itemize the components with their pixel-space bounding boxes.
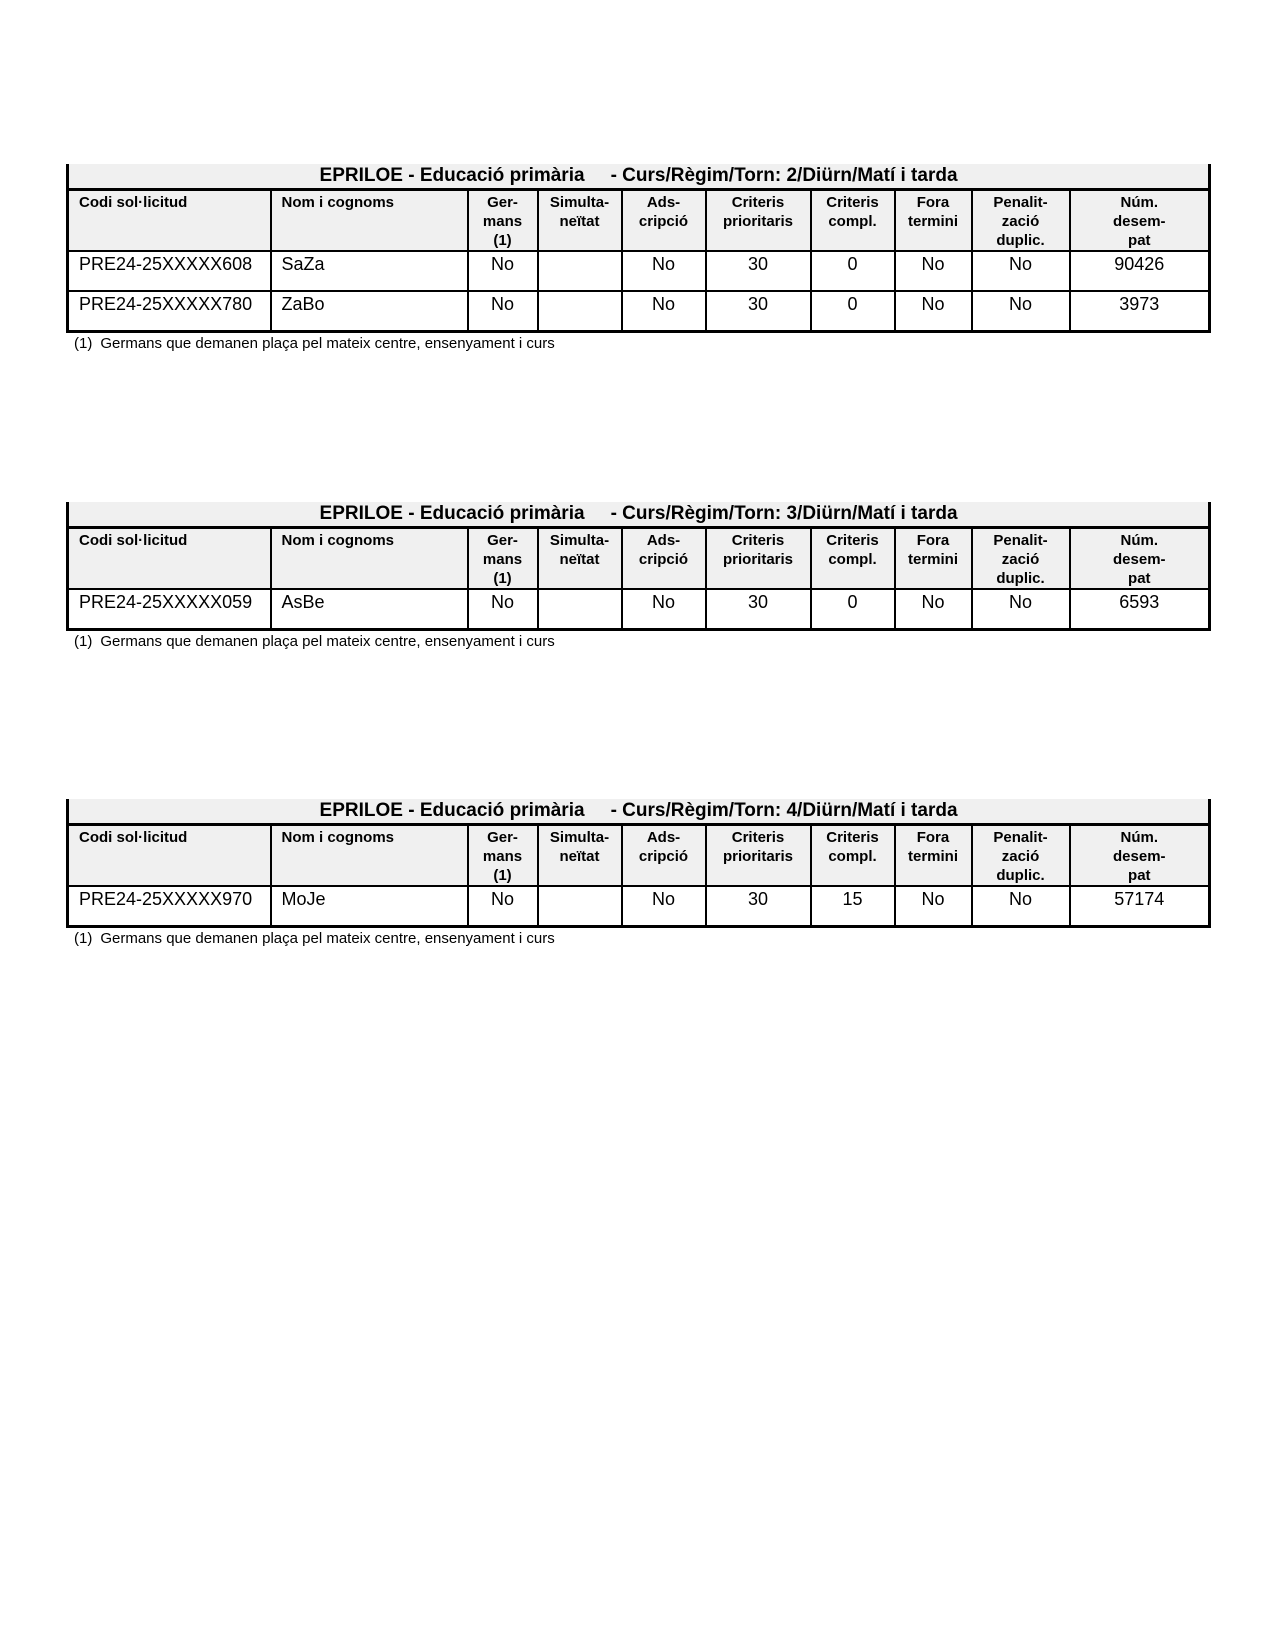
header-desempat: Núm. desem- pat bbox=[1070, 528, 1210, 590]
cell-compl: 0 bbox=[811, 589, 895, 629]
header-nom: Nom i cognoms bbox=[271, 825, 468, 887]
header-simultaneitat: Simulta- neïtat bbox=[538, 528, 622, 590]
cell-prioritaris: 30 bbox=[706, 251, 811, 291]
cell-germans: No bbox=[468, 886, 538, 926]
table-title: EPRILOE - Educació primària - Curs/Règim/Torn: 3/Diürn/Matí i tarda bbox=[68, 502, 1210, 528]
cell-nom: MoJe bbox=[271, 886, 468, 926]
admission-table-curs-2 bbox=[66, 164, 1208, 352]
cell-simultaneitat bbox=[538, 251, 622, 291]
header-prioritaris: Criteris prioritaris bbox=[706, 528, 811, 590]
cell-penalitzacio: No bbox=[972, 251, 1070, 291]
cell-desempat: 6593 bbox=[1070, 589, 1210, 629]
header-penalitzacio: Penalit- zació duplic. bbox=[972, 528, 1070, 590]
header-fora: Fora termini bbox=[895, 190, 972, 252]
header-compl: Criteris compl. bbox=[811, 190, 895, 252]
table-title: EPRILOE - Educació primària - Curs/Règim/Torn: 4/Diürn/Matí i tarda bbox=[68, 799, 1210, 825]
cell-germans: No bbox=[468, 291, 538, 331]
header-desempat: Núm. desem- pat bbox=[1070, 190, 1210, 252]
cell-simultaneitat bbox=[538, 886, 622, 926]
cell-nom: SaZa bbox=[271, 251, 468, 291]
cell-codi: PRE24-25XXXXX780 bbox=[68, 291, 271, 331]
cell-fora: No bbox=[895, 589, 972, 629]
cell-fora: No bbox=[895, 251, 972, 291]
cell-fora: No bbox=[895, 886, 972, 926]
footnote: (1) Germans que demanen plaça pel mateix centre, ensenyament i curs bbox=[74, 334, 555, 352]
header-nom: Nom i cognoms bbox=[271, 190, 468, 252]
cell-fora: No bbox=[895, 291, 972, 331]
header-adscripcio: Ads- cripció bbox=[622, 825, 706, 887]
cell-compl: 0 bbox=[811, 251, 895, 291]
table-row bbox=[68, 886, 1210, 926]
header-fora: Fora termini bbox=[895, 528, 972, 590]
header-desempat: Núm. desem- pat bbox=[1070, 825, 1210, 887]
cell-desempat: 3973 bbox=[1070, 291, 1210, 331]
admission-table-curs-4 bbox=[66, 799, 1208, 947]
header-adscripcio: Ads- cripció bbox=[622, 528, 706, 590]
header-germans: Ger- mans (1) bbox=[468, 825, 538, 887]
admission-table-curs-3 bbox=[66, 502, 1208, 650]
header-prioritaris: Criteris prioritaris bbox=[706, 825, 811, 887]
header-compl: Criteris compl. bbox=[811, 528, 895, 590]
header-nom: Nom i cognoms bbox=[271, 528, 468, 590]
header-adscripcio: Ads- cripció bbox=[622, 190, 706, 252]
header-fora: Fora termini bbox=[895, 825, 972, 887]
header-simultaneitat: Simulta- neïtat bbox=[538, 190, 622, 252]
cell-desempat: 90426 bbox=[1070, 251, 1210, 291]
cell-germans: No bbox=[468, 251, 538, 291]
header-compl: Criteris compl. bbox=[811, 825, 895, 887]
cell-prioritaris: 30 bbox=[706, 886, 811, 926]
table-row bbox=[68, 251, 1210, 291]
table-row bbox=[68, 589, 1210, 629]
header-codi: Codi sol·licitud bbox=[68, 528, 271, 590]
table-row bbox=[68, 291, 1210, 331]
header-penalitzacio: Penalit- zació duplic. bbox=[972, 825, 1070, 887]
cell-germans: No bbox=[468, 589, 538, 629]
header-germans: Ger- mans (1) bbox=[468, 190, 538, 252]
footnote: (1) Germans que demanen plaça pel mateix centre, ensenyament i curs bbox=[74, 929, 555, 947]
cell-penalitzacio: No bbox=[972, 291, 1070, 331]
cell-adscripcio: No bbox=[622, 251, 706, 291]
cell-prioritaris: 30 bbox=[706, 291, 811, 331]
footnote: (1) Germans que demanen plaça pel mateix centre, ensenyament i curs bbox=[74, 632, 555, 650]
cell-compl: 15 bbox=[811, 886, 895, 926]
cell-simultaneitat bbox=[538, 589, 622, 629]
cell-codi: PRE24-25XXXXX970 bbox=[68, 886, 271, 926]
cell-nom: ZaBo bbox=[271, 291, 468, 331]
header-germans: Ger- mans (1) bbox=[468, 528, 538, 590]
cell-codi: PRE24-25XXXXX059 bbox=[68, 589, 271, 629]
cell-adscripcio: No bbox=[622, 886, 706, 926]
header-prioritaris: Criteris prioritaris bbox=[706, 190, 811, 252]
cell-desempat: 57174 bbox=[1070, 886, 1210, 926]
cell-nom: AsBe bbox=[271, 589, 468, 629]
cell-adscripcio: No bbox=[622, 291, 706, 331]
table-title: EPRILOE - Educació primària - Curs/Règim/Torn: 2/Diürn/Matí i tarda bbox=[68, 164, 1210, 190]
cell-adscripcio: No bbox=[622, 589, 706, 629]
cell-codi: PRE24-25XXXXX608 bbox=[68, 251, 271, 291]
cell-simultaneitat bbox=[538, 291, 622, 331]
header-codi: Codi sol·licitud bbox=[68, 825, 271, 887]
cell-prioritaris: 30 bbox=[706, 589, 811, 629]
cell-penalitzacio: No bbox=[972, 886, 1070, 926]
cell-penalitzacio: No bbox=[972, 589, 1070, 629]
header-simultaneitat: Simulta- neïtat bbox=[538, 825, 622, 887]
header-penalitzacio: Penalit- zació duplic. bbox=[972, 190, 1070, 252]
cell-compl: 0 bbox=[811, 291, 895, 331]
header-codi: Codi sol·licitud bbox=[68, 190, 271, 252]
